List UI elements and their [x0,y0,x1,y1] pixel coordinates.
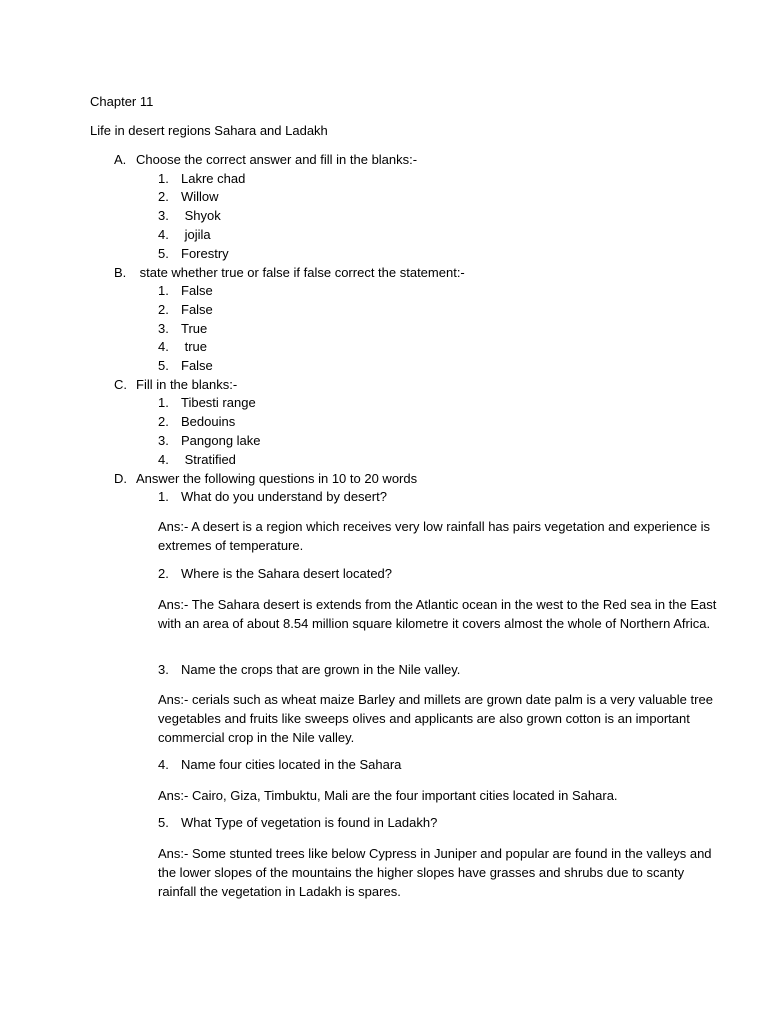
section-heading-b: state whether true or false if false correct the statement:- [136,265,465,280]
section-marker-c: C. [114,377,127,392]
section-heading-a: Choose the correct answer and fill in the blanks:- [136,152,418,167]
list-item-number: 2. [158,189,169,204]
list-item-text: False [181,283,213,298]
list-item-text: False [181,302,213,317]
list-item-text: Bedouins [181,414,236,429]
list-item-number: 4. [158,227,169,242]
list-item-number: 3. [158,321,169,336]
list-item-number: 5. [158,246,169,261]
section-heading-d: Answer the following questions in 10 to 20 words [136,471,418,486]
list-item-text: False [181,358,213,373]
list-item-number: 3. [158,433,169,448]
question-text: Name the crops that are grown in the Nile valley. [181,662,461,677]
list-item-text: Forestry [181,246,229,261]
section-marker-d: D. [114,471,127,486]
question-number: 3. [158,662,169,677]
list-item-number: 1. [158,171,169,186]
answer-text: Ans:- Some stunted trees like below Cypress in Juniper and popular are found in the valleys and the lower slopes of the mountains the higher slopes have grasses and shrubs due to scanty rainfall the vegetation in Ladakh is spares. [158,846,712,899]
list-item-number: 2. [158,414,169,429]
list-item-number: 5. [158,358,169,373]
section-marker-b: B. [114,265,127,280]
answer-text: Ans:- A desert is a region which receives very low rainfall has pairs vegetation and experience is extremes of temperature. [158,519,711,553]
list-item-number: 4. [158,452,169,467]
list-item-text: Stratified [181,452,236,467]
document-title: Life in desert regions Sahara and Ladakh [90,123,328,138]
question-text: What Type of vegetation is found in Ladakh? [181,815,438,830]
list-item-number: 1. [158,395,169,410]
question-text: What do you understand by desert? [181,489,387,504]
question-number: 1. [158,489,169,504]
list-item-text: true [181,339,208,354]
list-item-text: Lakre chad [181,171,246,186]
list-item-number: 3. [158,208,169,223]
answer-text: Ans:- cerials such as wheat maize Barley and millets are grown date palm is a very valuable tree vegetables and fruits like sweeps olives and applicants are also grown cotton is an important commercial crop in the Nile valley. [158,692,713,745]
question-text: Where is the Sahara desert located? [181,566,393,581]
list-item-text: jojila [181,227,211,242]
list-item-text: Willow [181,189,219,204]
list-item-text: True [181,321,208,336]
section-marker-a: A. [114,152,127,167]
list-item-text: Shyok [181,208,221,223]
question-number: 2. [158,566,169,581]
list-item-number: 1. [158,283,169,298]
question-number: 4. [158,757,169,772]
question-text: Name four cities located in the Sahara [181,757,402,772]
list-item-number: 2. [158,302,169,317]
answer-text: Ans:- The Sahara desert is extends from the Atlantic ocean in the west to the Red sea in the East with an area of about 8.54 million square kilometre it covers almost the whole of Northern Africa. [158,597,717,631]
chapter-heading: Chapter 11 [90,94,154,109]
list-item-number: 4. [158,339,169,354]
question-number: 5. [158,815,169,830]
list-item-text: Tibesti range [181,395,256,410]
section-heading-c: Fill in the blanks:- [136,377,238,392]
answer-text: Ans:- Cairo, Giza, Timbuktu, Mali are the four important cities located in Sahara. [158,788,618,803]
list-item-text: Pangong lake [181,433,261,448]
